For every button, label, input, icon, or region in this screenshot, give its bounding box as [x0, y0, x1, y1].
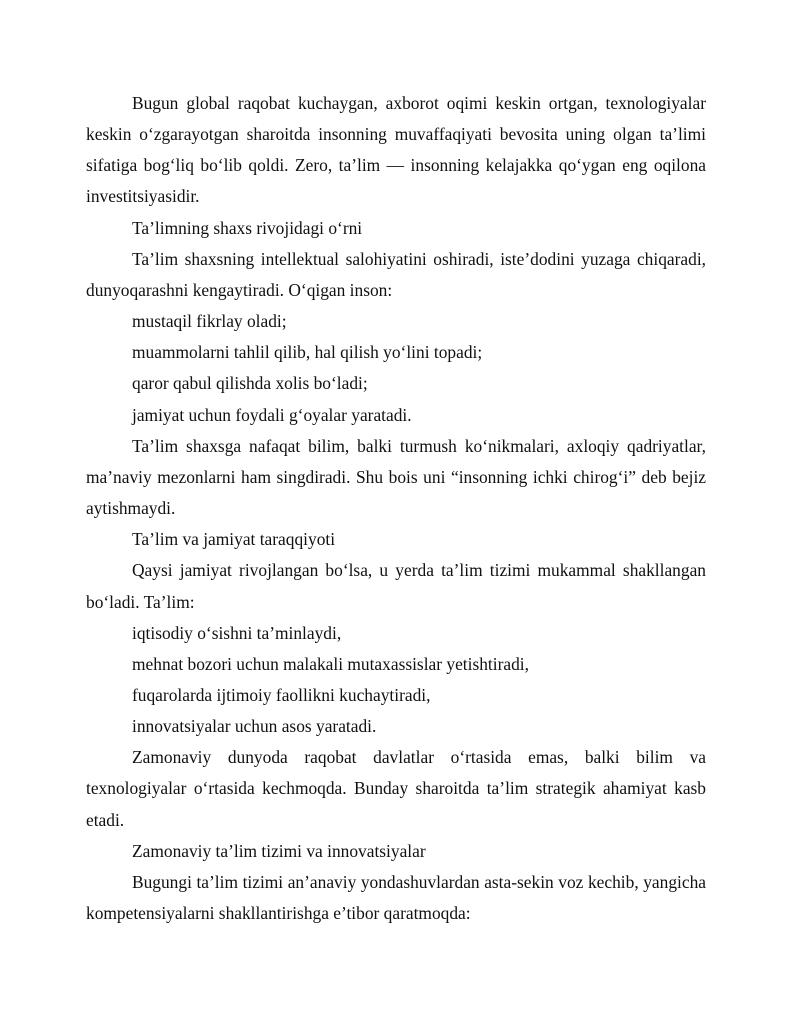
list-item: jamiyat uchun foydali g‘oyalar yaratadi. [132, 404, 412, 425]
section-heading: Ta’limning shaxs rivojidagi o‘rni [132, 217, 363, 238]
paragraph: Qaysi jamiyat rivojlangan bo‘lsa, u yerda ta’lim tizimi mukammal shakllangan bo‘ladi. Ta’lim: [86, 560, 706, 612]
section-heading: Zamonaviy ta’lim tizimi va innovatsiyalar [132, 840, 426, 861]
paragraph: Ta’lim shaxsning intellektual salohiyatini oshiradi, iste’dodini yuzaga chiqaradi, dunyoqarashni kengaytiradi. O‘qigan inson: [86, 248, 706, 300]
paragraph-intro: Bugun global raqobat kuchaygan, axborot oqimi keskin ortgan, texnologiyalar keskin o‘zgarayotgan sharoitda insonning muvaffaqiyati bevosita uning olgan ta’limi sifatiga bog‘liq bo‘lib qoldi. Zero, ta’lim — insonning kelajakka qo‘ygan eng oqilona investitsiyasidir. [86, 93, 706, 207]
list-item: iqtisodiy o‘sishni ta’minlaydi, [132, 622, 342, 643]
list-item: mehnat bozori uchun malakali mutaxassislar yetishtiradi, [132, 653, 529, 674]
list-item: qaror qabul qilishda xolis bo‘ladi; [132, 373, 368, 394]
paragraph: Zamonaviy dunyoda raqobat davlatlar o‘rtasida emas, balki bilim va texnologiyalar o‘rtasida kechmoqda. Bunday sharoitda ta’lim strategik ahamiyat kasb etadi. [86, 747, 706, 830]
list-item: muammolarni tahlil qilib, hal qilish yo‘lini topadi; [132, 342, 483, 363]
section-heading: Ta’lim va jamiyat taraqqiyoti [132, 529, 336, 550]
list-item: mustaqil fikrlay oladi; [132, 311, 287, 332]
paragraph: Ta’lim shaxsga nafaqat bilim, balki turmush ko‘nikmalari, axloqiy qadriyatlar, ma’naviy mezonlarni ham singdiradi. Shu bois uni “insonning ichki chirog‘i” deb bejiz aytishmaydi. [86, 435, 706, 519]
list-item: fuqarolarda ijtimoiy faollikni kuchaytiradi, [132, 684, 431, 705]
paragraph: Bugungi ta’lim tizimi an’anaviy yondashuvlardan asta-sekin voz kechib, yangicha kompetensiyalarni shakllantirishga e’tibor qaratmoqda: [86, 871, 706, 924]
list-item: innovatsiyalar uchun asos yaratadi. [132, 716, 377, 737]
document-body [86, 88, 706, 929]
